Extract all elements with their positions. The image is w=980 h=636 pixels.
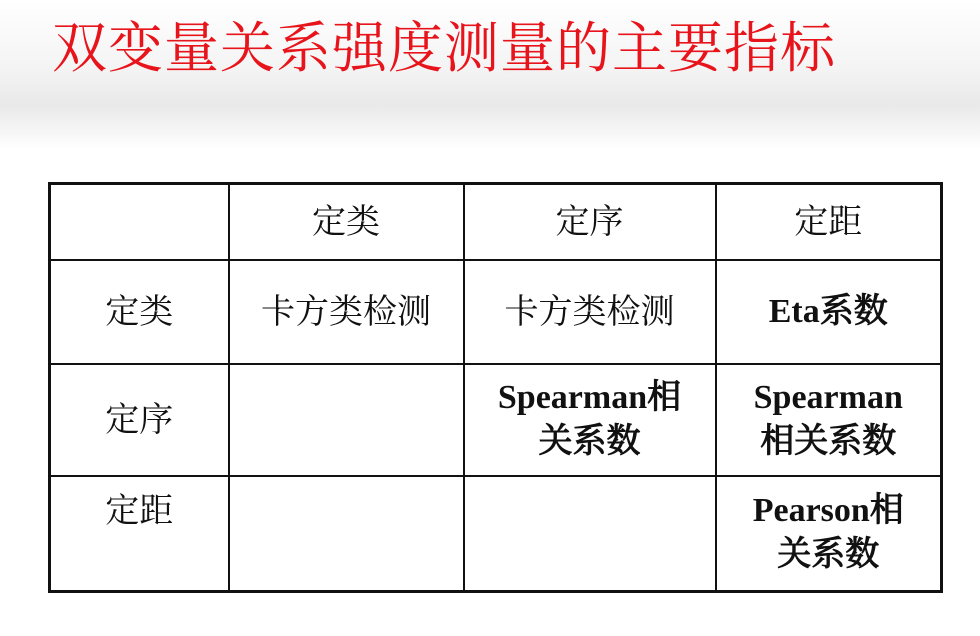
cell-nominal-interval bbox=[716, 260, 942, 364]
cell-ordinal-nominal-empty bbox=[229, 364, 464, 476]
table-row-ordinal bbox=[50, 364, 942, 476]
slide-title: 双变量关系强度测量的主要指标 bbox=[52, 16, 837, 80]
cell-nominal-nominal bbox=[229, 260, 464, 364]
measure-matrix-table bbox=[48, 182, 943, 593]
cell-text-line-2: 相关系数 bbox=[760, 422, 897, 460]
table-header-row bbox=[50, 184, 942, 260]
cell-text-line-1: Pearson相 bbox=[752, 492, 904, 530]
cell-interval-ordinal-empty bbox=[464, 476, 716, 592]
cell-text-line-2: 关系数 bbox=[777, 536, 880, 574]
row-header-ordinal: 定序 bbox=[50, 364, 229, 476]
cell-interval-nominal-empty bbox=[229, 476, 464, 592]
column-header-nominal: 定类 bbox=[229, 184, 464, 260]
cell-interval-interval bbox=[716, 476, 942, 592]
row-header-nominal: 定类 bbox=[50, 260, 229, 364]
row-header-interval: 定距 bbox=[50, 476, 229, 592]
cell-text: 卡方类检测 bbox=[504, 291, 675, 332]
cell-text-line-2: 关系数 bbox=[538, 422, 641, 460]
cell-ordinal-ordinal bbox=[464, 364, 716, 476]
column-header-ordinal: 定序 bbox=[464, 184, 716, 260]
column-header-interval: 定距 bbox=[716, 184, 942, 260]
cell-text: 卡方类检测 bbox=[261, 291, 431, 332]
table-row-nominal bbox=[50, 260, 942, 364]
cell-text: Eta系数 bbox=[768, 292, 888, 330]
cell-ordinal-interval bbox=[716, 364, 942, 476]
corner-cell bbox=[50, 184, 229, 260]
table-row-interval bbox=[50, 476, 942, 592]
cell-text-line-1: Spearman相 bbox=[497, 378, 682, 416]
cell-nominal-ordinal bbox=[464, 260, 716, 364]
cell-text-line-1: Spearman bbox=[753, 378, 903, 416]
